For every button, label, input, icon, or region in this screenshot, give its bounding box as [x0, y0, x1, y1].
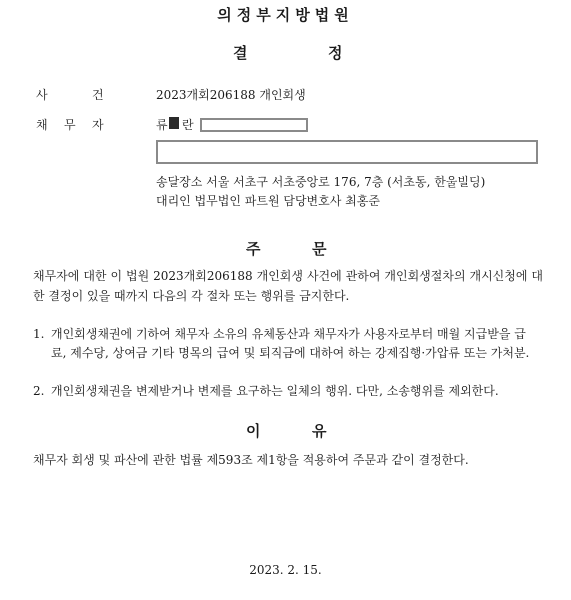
decision-date: 2023. 2. 15. [249, 563, 322, 577]
debtor-name-last: 란 [182, 118, 194, 132]
delivery-address: 송달장소 서울 서초구 서초중앙로 176, 7층 (서초동, 한울빌딩) [156, 175, 486, 189]
court-name: 의정부지방법원 [217, 6, 354, 24]
redaction-block [169, 117, 179, 129]
debtor-label: 채 무 자 [36, 118, 104, 132]
reason-heading-char-2: 유 [312, 422, 327, 440]
order-item-text: 개인회생채권에 기하여 채무자 소유의 유체동산과 채무자가 사용자로부터 매월 지급받을 급료, 제수당, 상여금 기타 명목의 급여 및 퇴직금에 대하여 하는 강제집행·가압류 또는 가처분. [51, 327, 530, 360]
document-title-char-1: 결 [233, 44, 248, 62]
order-item [33, 382, 533, 401]
order-item-number: 1. [33, 327, 45, 341]
order-heading-char-1: 주 [246, 240, 261, 258]
case-label: 사 건 [36, 88, 104, 102]
document-title-char-2: 정 [328, 44, 343, 62]
representative: 대리인 법무법인 파트원 담당변호사 최홍준 [156, 194, 380, 208]
case-value: 2023개회206188 개인회생 [156, 88, 306, 102]
reason-text: 채무자 회생 및 파산에 관한 법률 제593조 제1항을 적용하여 주문과 같이 결정한다. [33, 453, 469, 467]
redaction-box-address [156, 140, 538, 164]
order-item-text: 개인회생채권을 변제받거나 변제를 요구하는 일체의 행위. 다만, 소송행위를 제외한다. [51, 384, 499, 398]
redaction-box-id [200, 118, 308, 132]
debtor-name-first: 류 [156, 118, 168, 132]
order-heading-char-2: 문 [312, 240, 327, 258]
order-text: 채무자에 대한 이 법원 2023개회206188 개인회생 사건에 관하여 개인회생절차의 개시신청에 대한 결정이 있을 때까지 다음의 각 절차 또는 행위를 금지한다. [33, 269, 543, 303]
order-item-number: 2. [33, 384, 45, 398]
order-item [33, 325, 533, 363]
reason-heading-char-1: 이 [246, 422, 261, 440]
